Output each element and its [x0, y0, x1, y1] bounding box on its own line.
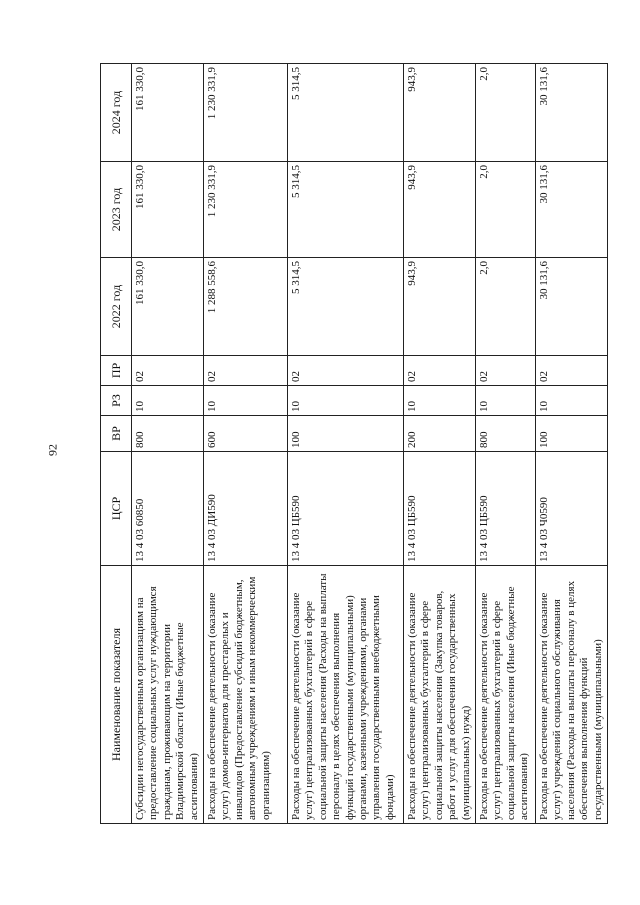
table-row: [476, 64, 536, 824]
cell-name: Расходы на обеспечение деятельности (оказание услуг) централизованных бухгалтерий в сфере социальной защиты населения (Расходы на выплаты персоналу в целях обеспечения выполнения функций государственными (муниципальными) органами, казенными учреждениями, органами управления государственными внебюджетными фондами): [288, 566, 404, 824]
cell-csr: 13 4 03 ЦБ590: [288, 452, 404, 566]
header-name: Наименование показателя: [101, 566, 132, 824]
cell-year-2024: 2,0: [476, 64, 536, 162]
cell-csr: 13 4 03 ЦБ590: [476, 452, 536, 566]
cell-name: Расходы на обеспечение деятельности (оказание услуг) домов-интернатов для престарелых и инвалидов (Предоставление субсидий бюджетным, автономным учреждениям и иным некоммерческим организациям): [204, 566, 288, 824]
cell-rz: 10: [204, 386, 288, 416]
table-row: [288, 64, 404, 824]
cell-year-2022: 1 288 558,6: [204, 258, 288, 356]
cell-rz: 10: [476, 386, 536, 416]
budget-table-sheet: [100, 64, 604, 824]
cell-rz: 10: [536, 386, 608, 416]
cell-year-2022: 5 314,5: [288, 258, 404, 356]
cell-csr: 13 4 03 ЦБ590: [404, 452, 476, 566]
cell-pr: 02: [288, 356, 404, 386]
cell-year-2024: 943,9: [404, 64, 476, 162]
cell-year-2022: 943,9: [404, 258, 476, 356]
cell-year-2023: 161 330,0: [132, 162, 204, 258]
cell-year-2023: 5 314,5: [288, 162, 404, 258]
cell-year-2023: 30 131,6: [536, 162, 608, 258]
cell-pr: 02: [132, 356, 204, 386]
cell-vr: 800: [476, 416, 536, 452]
table-row: [404, 64, 476, 824]
cell-vr: 100: [536, 416, 608, 452]
header-rz: РЗ: [101, 386, 132, 416]
cell-pr: 02: [476, 356, 536, 386]
cell-year-2022: 30 131,6: [536, 258, 608, 356]
cell-csr: 13 4 03 60850: [132, 452, 204, 566]
page-number: 92: [45, 444, 60, 456]
cell-csr: 13 4 03 ДИ590: [204, 452, 288, 566]
cell-year-2024: 5 314,5: [288, 64, 404, 162]
cell-year-2023: 1 230 331,9: [204, 162, 288, 258]
cell-rz: 10: [404, 386, 476, 416]
table-row: [536, 64, 608, 824]
header-csr: ЦСР: [101, 452, 132, 566]
table-row: [204, 64, 288, 824]
cell-name: Расходы на обеспечение деятельности (оказание услуг) централизованных бухгалтерий в сфере социальной защиты населения (Иные бюджетные ассигнования): [476, 566, 536, 824]
cell-name: Субсидии негосударственным организациям на предоставление социальных услуг нуждающимся гражданам, проживающим на территории Владимирской области (Иные бюджетные ассигнования): [132, 566, 204, 824]
header-year-2023: 2023 год: [101, 162, 132, 258]
cell-vr: 100: [288, 416, 404, 452]
cell-rz: 10: [288, 386, 404, 416]
cell-name: Расходы на обеспечение деятельности (оказание услуг) централизованных бухгалтерий в сфере социальной защиты населения (Закупка товаров, работ и услуг для обеспечения государственных (муниципальных) нужд): [404, 566, 476, 824]
cell-year-2024: 1 230 331,9: [204, 64, 288, 162]
header-pr: ПР: [101, 356, 132, 386]
cell-year-2023: 2,0: [476, 162, 536, 258]
cell-name: Расходы на обеспечение деятельности (оказание услуг) учреждений социального обслуживания населения (Расходы на выплаты персоналу в целях обеспечения выполнения функций государственными (муниципальными): [536, 566, 608, 824]
cell-year-2022: 161 330,0: [132, 258, 204, 356]
cell-pr: 02: [536, 356, 608, 386]
cell-year-2024: 30 131,6: [536, 64, 608, 162]
cell-year-2023: 943,9: [404, 162, 476, 258]
budget-table: [100, 63, 608, 824]
cell-vr: 800: [132, 416, 204, 452]
header-year-2024: 2024 год: [101, 64, 132, 162]
cell-csr: 13 4 03 Ч0590: [536, 452, 608, 566]
cell-year-2024: 161 330,0: [132, 64, 204, 162]
table-header-row: [101, 64, 132, 824]
table-row: [132, 64, 204, 824]
cell-rz: 10: [132, 386, 204, 416]
cell-pr: 02: [204, 356, 288, 386]
cell-pr: 02: [404, 356, 476, 386]
cell-year-2022: 2,0: [476, 258, 536, 356]
header-year-2022: 2022 год: [101, 258, 132, 356]
cell-vr: 200: [404, 416, 476, 452]
header-vr: ВР: [101, 416, 132, 452]
cell-vr: 600: [204, 416, 288, 452]
